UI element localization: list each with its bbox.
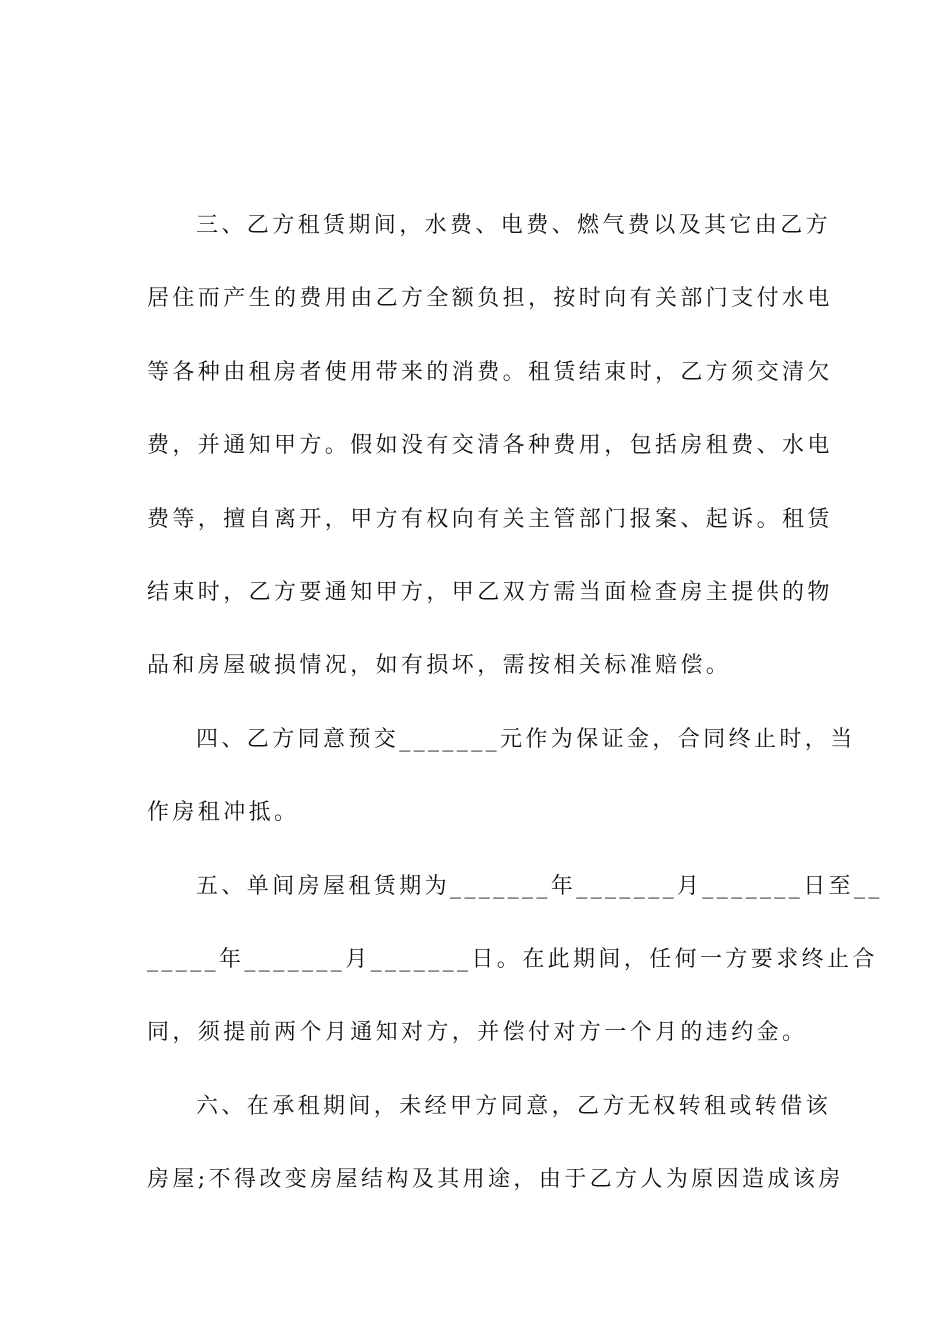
clause-4-line-2: 作房租冲抵。 <box>147 800 300 826</box>
clause-5-line-1: 五、单间房屋租赁期为_______年_______月_______日至__ <box>196 873 883 899</box>
clause-6-line-1: 六、在承租期间，未经甲方同意，乙方无权转租或转借该 <box>196 1093 832 1119</box>
clause-3-line-3: 等各种由租房者使用带来的消费。租赁结束时，乙方须交清欠 <box>147 359 833 385</box>
clause-3-line-7: 品和房屋破损情况，如有损坏，需按相关标准赔偿。 <box>147 653 732 679</box>
clause-3-line-2: 居住而产生的费用由乙方全额负担，按时向有关部门支付水电 <box>147 286 833 312</box>
clause-3-line-6: 结束时，乙方要通知甲方，甲乙双方需当面检查房主提供的物 <box>147 579 833 605</box>
clause-3-line-1: 三、乙方租赁期间，水费、电费、燃气费以及其它由乙方 <box>196 213 832 238</box>
clause-3-line-4: 费，并通知甲方。假如没有交清各种费用，包括房租费、水电 <box>147 433 833 459</box>
document-body <box>147 203 883 1230</box>
clause-5-line-2: _____年_______月_______日。在此期间，任何一方要求终止合 <box>147 946 878 972</box>
clause-5-line-3: 同，须提前两个月通知对方，并偿付对方一个月的违约金。 <box>147 1020 808 1046</box>
clause-3-line-5: 费等，擅自离开，甲方有权向有关主管部门报案、起诉。租赁 <box>147 506 833 532</box>
clause-6-line-2: 房屋;不得改变房屋结构及其用途，由于乙方人为原因造成该房 <box>147 1167 844 1193</box>
clause-4-line-1: 四、乙方同意预交_______元作为保证金，合同终止时，当 <box>196 726 856 752</box>
